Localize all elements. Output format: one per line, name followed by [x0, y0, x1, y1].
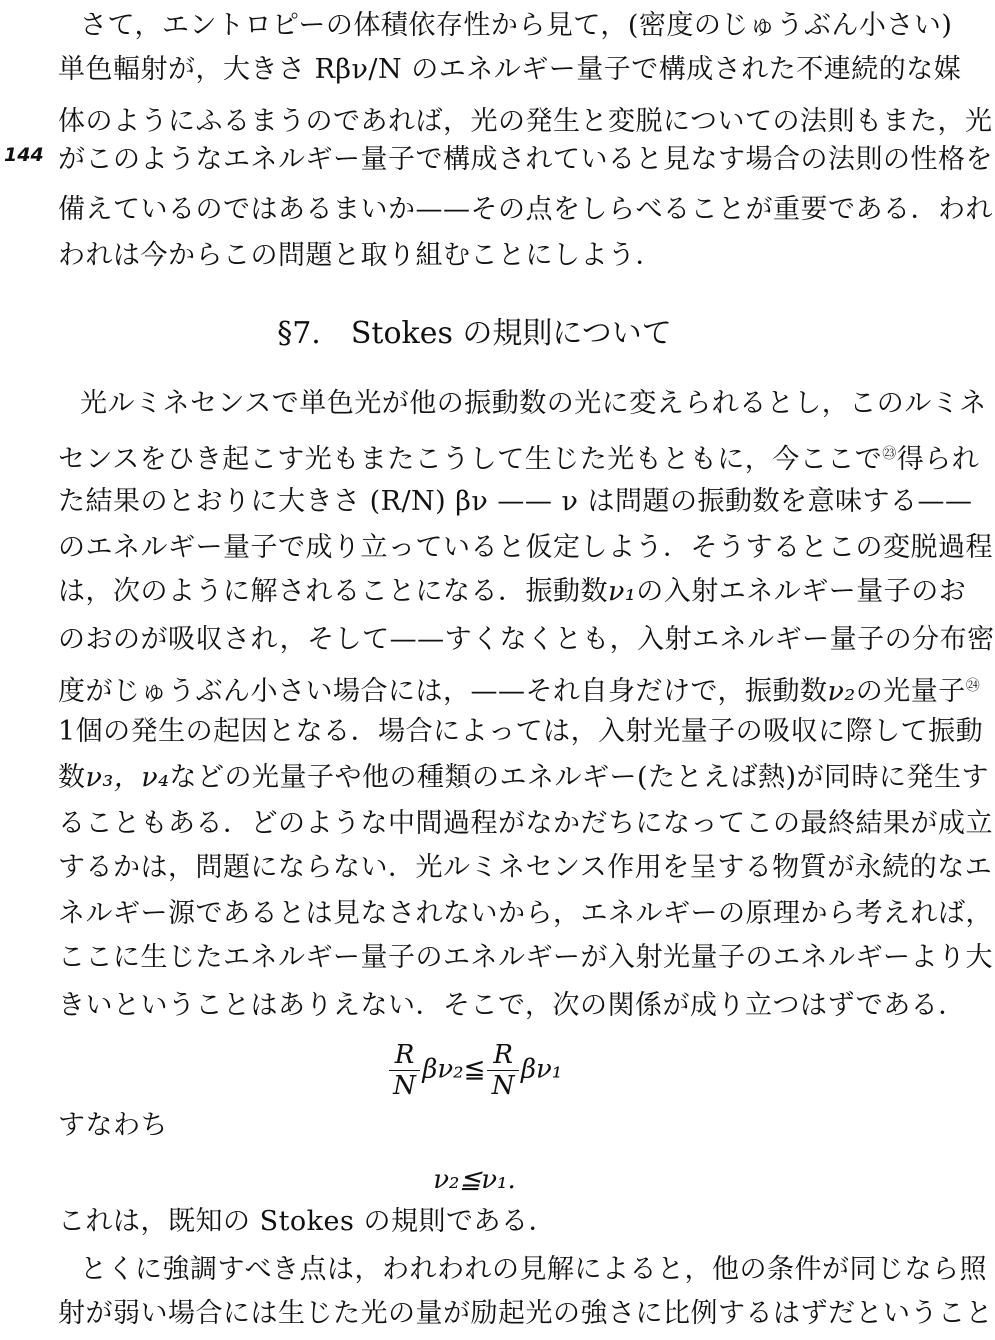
text-sunawachi: すなわち	[58, 1110, 168, 1141]
footnote-ref-24[interactable]: ㉔	[965, 678, 981, 694]
margin-page-number: 144	[4, 144, 44, 166]
text-line: のおのが吸収され，そして——すくなくとも，入射エネルギー量子の分布密	[58, 624, 995, 655]
text-span: などの光量子や他の種類のエネルギー(たとえば熱)が同時に発生す	[169, 762, 990, 793]
fraction-numerator: R	[389, 1040, 421, 1071]
text-span: は，次のように解されることになる．振動数	[58, 576, 608, 607]
text-span: 得られ	[896, 444, 980, 475]
text-span: 数	[58, 762, 86, 793]
beta-nu2: βν₂	[422, 1054, 464, 1085]
beta-nu1: βν₁	[520, 1054, 563, 1085]
nu2-symbol: ν₂	[827, 676, 856, 707]
text-line: ることもある．どのような中間過程がなかだちになってこの最終結果が成立	[58, 808, 993, 839]
text-line: 単色輻射が，大きさ Rβν/N のエネルギー量子で構成された不連続的な媒	[58, 54, 962, 85]
text-span: 度がじゅうぶん小さい場合には，——それ自身だけで，振動数	[58, 676, 828, 707]
text-line: 備えているのではあるまいか——その点をしらべることが重要である．われ	[58, 194, 993, 225]
text-span: の光量子	[855, 676, 966, 707]
text-line: きいということはありえない．そこで，次の関係が成り立つはずである．	[58, 990, 966, 1021]
equation-inequality	[0, 1040, 949, 1101]
fraction-denominator: N	[393, 1071, 416, 1101]
fraction-left	[389, 1040, 421, 1101]
text-line: とくに強調すべき点は，われわれの見解によると，他の条件が同じなら照	[80, 1254, 987, 1285]
text-line: がこのようなエネルギー量子で構成されていると見なす場合の法則の性格を	[58, 144, 993, 175]
text-line: 体のようにふるまうのであれば，光の発生と変脱についての法則もまた，光	[58, 106, 993, 137]
text-span: の入射エネルギー量子のお	[636, 576, 967, 607]
footnote-ref-23[interactable]: ㉓	[882, 446, 897, 462]
text-line	[58, 428, 980, 480]
relation-symbol: ≦	[463, 1054, 486, 1085]
text-line: ネルギー源であるとは見なされないから，エネルギーの原理から考えれば，	[58, 898, 993, 929]
text-line: 射が弱い場合には生じた光の量が励起光の強さに比例するはずだということ	[58, 1298, 993, 1329]
fraction-numerator: R	[487, 1040, 519, 1071]
section-title: §7. Stokes の規則について	[277, 316, 672, 351]
text-line	[58, 566, 967, 618]
nu3-nu4-symbols: ν₃，ν₄	[85, 762, 170, 793]
text-line	[58, 660, 981, 712]
text-line: さて，エントロピーの体積依存性から見て，(密度のじゅうぶん小さい)	[80, 10, 953, 41]
equation-text: ν₂≦ν₁.	[433, 1165, 516, 1195]
text-span: センスをひき起こす光もまたこうして生じた光もともに，今ここで	[58, 444, 883, 475]
equation-stokes	[0, 1160, 949, 1200]
text-line: われは今からこの問題と取り組むことにしよう．	[58, 240, 663, 271]
text-line: 光ルミネセンスで単色光が他の振動数の光に変えられるとし，このルミネ	[80, 388, 987, 419]
fraction-right	[487, 1040, 519, 1101]
text-line: するかは，問題にならない．光ルミネセンス作用を呈する物質が永続的なエ	[58, 852, 993, 883]
text-line: ここに生じたエネルギー量子のエネルギーが入射光量子のエネルギーより大	[58, 942, 993, 973]
fraction-denominator: N	[491, 1071, 515, 1101]
text-line: た結果のとおりに大きさ (R/N) βν —— ν は問題の振動数を意味する——	[58, 486, 973, 517]
text-line: のエネルギー量子で成り立っていると仮定しよう．そうするとこの変脱過程	[58, 532, 993, 563]
text-line	[58, 752, 990, 804]
text-conclusion: これは，既知の Stokes の規則である．	[58, 1206, 556, 1237]
text-line: 1個の発生の起因となる．場合によっては，入射光量子の吸収に際して振動	[58, 716, 984, 747]
nu1-symbol: ν₁	[608, 576, 637, 607]
